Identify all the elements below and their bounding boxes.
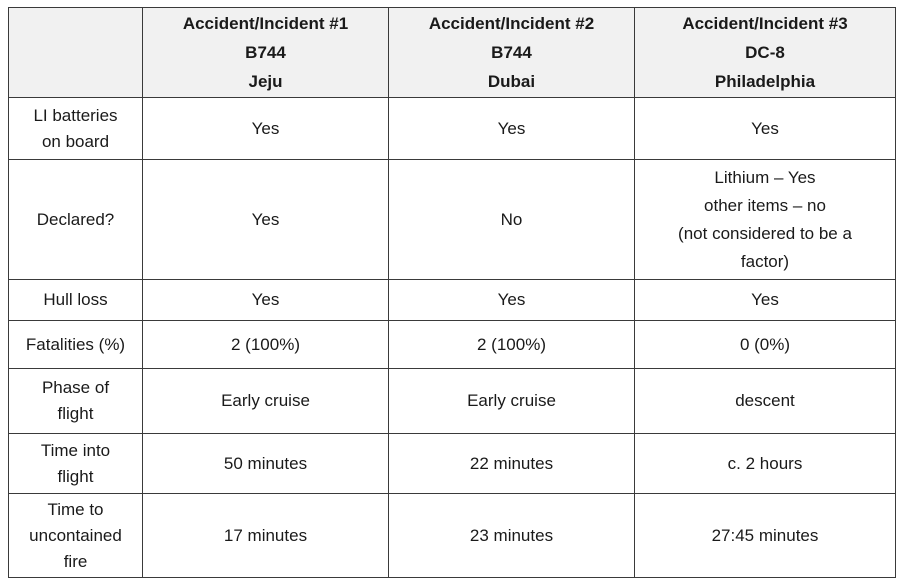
cell-text: Yes (751, 290, 779, 309)
cell-text-line: Lithium – Yes (714, 167, 816, 187)
table-cell (389, 280, 635, 321)
table-cell (389, 369, 635, 434)
row-label-line: Time to (47, 499, 104, 519)
column-header-location: Dubai (487, 72, 536, 91)
table-cell (143, 321, 389, 369)
column-header-3 (635, 8, 896, 98)
table-cell (143, 280, 389, 321)
row-label (9, 494, 143, 578)
column-header-1 (143, 8, 389, 98)
table-cell (635, 494, 896, 578)
cell-text-line: factor) (740, 251, 790, 271)
comparison-table-container (8, 7, 896, 578)
table-cell (635, 321, 896, 369)
cell-text: Yes (497, 290, 526, 309)
cell-text: Yes (251, 118, 280, 138)
header-row (9, 8, 896, 98)
table-cell (635, 98, 896, 160)
cell-text: 2 (100%) (477, 334, 546, 354)
cell-text: 27:45 minutes (711, 525, 819, 545)
table-cell (143, 494, 389, 578)
table-cell (389, 434, 635, 494)
table-cell (389, 321, 635, 369)
row-label-line: Hull loss (43, 290, 108, 309)
column-header-aircraft: DC-8 (745, 43, 785, 62)
table-cell (635, 434, 896, 494)
table-cell (143, 369, 389, 434)
column-header-aircraft: B744 (245, 43, 286, 62)
row-label-line: LI batteries (33, 105, 118, 125)
row-label-line: flight (57, 404, 94, 423)
row-label (9, 280, 143, 321)
column-header-title: Accident/Incident #1 (182, 14, 349, 33)
cell-text: Yes (497, 118, 526, 138)
cell-text: 17 minutes (223, 525, 308, 545)
table-cell (389, 494, 635, 578)
table-row-time-into-flight (9, 434, 896, 494)
cell-text: 50 minutes (223, 453, 308, 473)
cell-text: Early cruise (221, 391, 310, 410)
cell-text: descent (735, 391, 795, 410)
column-header-aircraft: B744 (491, 43, 532, 62)
table-row-declared (9, 160, 896, 280)
table-cell (635, 280, 896, 321)
cell-text-line: (not considered to be a (678, 223, 852, 243)
cell-text: 2 (100%) (231, 334, 300, 354)
row-label-line: Declared? (36, 209, 115, 229)
cell-text: Yes (251, 209, 280, 229)
table-row-phase-of-flight (9, 369, 896, 434)
table-cell (389, 98, 635, 160)
header-corner-cell (9, 8, 143, 98)
cell-text: No (500, 209, 523, 229)
row-label-line: Phase of (41, 378, 110, 397)
cell-text-line: other items – no (704, 195, 826, 215)
row-label (9, 369, 143, 434)
table-row-time-to-uncontained-fire (9, 494, 896, 578)
column-header-title: Accident/Incident #3 (682, 14, 848, 33)
table-row-li-batteries (9, 98, 896, 160)
cell-text: 0 (0%) (739, 334, 791, 354)
row-label-line: uncontained (29, 525, 122, 545)
table-cell (635, 160, 896, 280)
column-header-location: Philadelphia (714, 72, 816, 91)
column-header-title: Accident/Incident #2 (428, 14, 595, 33)
row-label (9, 434, 143, 494)
column-header-location: Jeju (248, 72, 283, 91)
table-row-hull-loss (9, 280, 896, 321)
accident-comparison-table (8, 7, 896, 578)
column-header-2 (389, 8, 635, 98)
row-label (9, 321, 143, 369)
row-label-line: Time into (40, 440, 111, 460)
row-label (9, 98, 143, 160)
row-label (9, 160, 143, 280)
row-label-line: Fatalities (%) (25, 334, 126, 354)
row-label-line: fire (63, 551, 88, 571)
row-label-line: on board (41, 131, 110, 151)
cell-text: Yes (251, 290, 280, 309)
cell-text: Early cruise (467, 391, 556, 410)
row-label-line: flight (57, 466, 94, 486)
table-cell (143, 434, 389, 494)
cell-text: 22 minutes (469, 453, 554, 473)
table-cell (143, 160, 389, 280)
table-row-fatalities (9, 321, 896, 369)
table-cell (389, 160, 635, 280)
cell-text: c. 2 hours (727, 453, 803, 473)
cell-text: 23 minutes (469, 525, 554, 545)
table-cell (143, 98, 389, 160)
cell-text: Yes (751, 118, 779, 138)
table-cell (635, 369, 896, 434)
